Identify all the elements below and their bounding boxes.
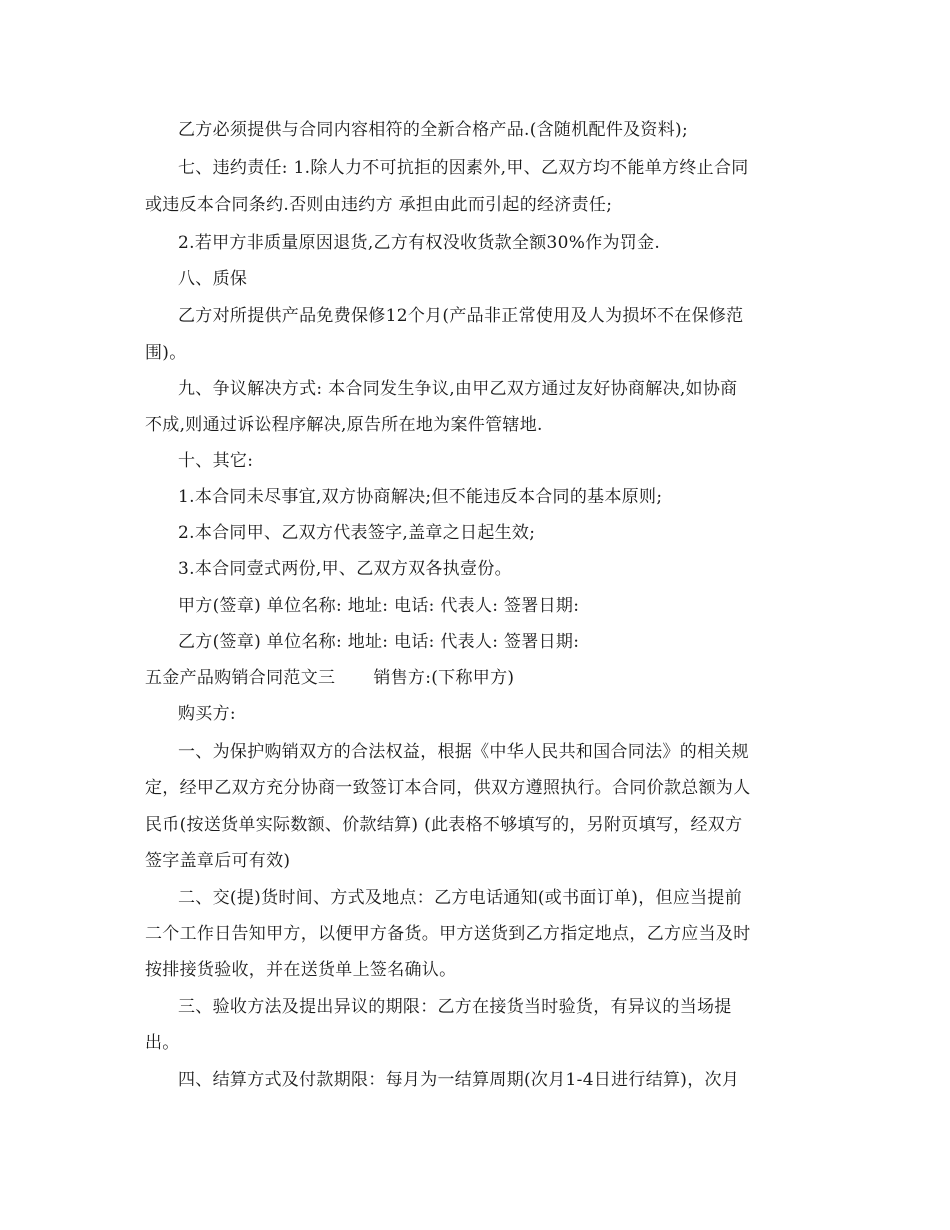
signature-line-party-a: 甲方(签章) 单位名称: 地址: 电话: 代表人: 签署日期: (178, 596, 580, 616)
text-line: 民币(按送货单实际数额、价款结算) (此表格不够填写的，另附页填写，经双方 (145, 815, 743, 835)
text-line: 一、为保护购销双方的合法权益，根据《中华人民共和国合同法》的相关规 (178, 742, 749, 762)
text-line: 不成,则通过诉讼程序解决,原告所在地为案件管辖地. (145, 415, 543, 435)
text-line: 按排接货验收，并在送货单上签名确认。 (145, 960, 457, 980)
text-line: 三、验收方法及提出异议的期限：乙方在接货当时验货，有异议的当场提 (178, 997, 732, 1017)
text-line: 定，经甲乙双方充分协商一致签订本合同，供双方遵照执行。合同价款总额为人 (145, 778, 751, 798)
text-line: 围)。 (145, 343, 187, 363)
text-line: 九、争议解决方式: 本合同发生争议,由甲乙双方通过友好协商解决,如协商 (178, 379, 738, 399)
section-heading: 八、质保 (178, 269, 248, 289)
document-title: 五金产品购销合同范文三 (145, 668, 336, 688)
text-line: 2.本合同甲、乙双方代表签字,盖章之日起生效; (178, 523, 536, 543)
signature-line-party-b: 乙方(签章) 单位名称: 地址: 电话: 代表人: 签署日期: (178, 632, 580, 652)
buyer-label: 购买方: (178, 704, 236, 724)
text-line: 乙方必须提供与合同内容相符的全新合格产品.(含随机配件及资料); (178, 120, 688, 140)
text-line: 二、交(提)货时间、方式及地点：乙方电话通知(或书面订单)，但应当提前 (178, 888, 743, 908)
seller-label: 销售方:(下称甲方) (373, 668, 515, 688)
text-line: 1.本合同未尽事宜,双方协商解决;但不能违反本合同的基本原则; (178, 487, 663, 507)
text-line: 3.本合同壹式两份,甲、乙双方双各执壹份。 (178, 559, 512, 579)
text-line: 2.若甲方非质量原因退货,乙方有权没收货款全额30%作为罚金. (178, 233, 661, 253)
text-line: 乙方对所提供产品免费保修12个月(产品非正常使用及人为损坏不在保修范 (178, 306, 744, 326)
text-line: 七、违约责任: 1.除人力不可抗拒的因素外,甲、乙双方均不能单方终止合同 (178, 158, 749, 178)
text-line: 二个工作日告知甲方，以便甲方备货。甲方送货到乙方指定地点，乙方应当及时 (145, 924, 751, 944)
text-line: 四、结算方式及付款期限：每月为一结算周期(次月1-4日进行结算)，次月 (178, 1070, 740, 1090)
text-line: 出。 (145, 1033, 180, 1053)
section-heading: 十、其它: (178, 451, 254, 471)
document-title-line (145, 662, 825, 694)
text-line: 签字盖章后可有效) (145, 851, 291, 871)
text-line: 或违反本合同条约.否则由违约方 承担由此而引起的经济责任; (145, 195, 613, 215)
